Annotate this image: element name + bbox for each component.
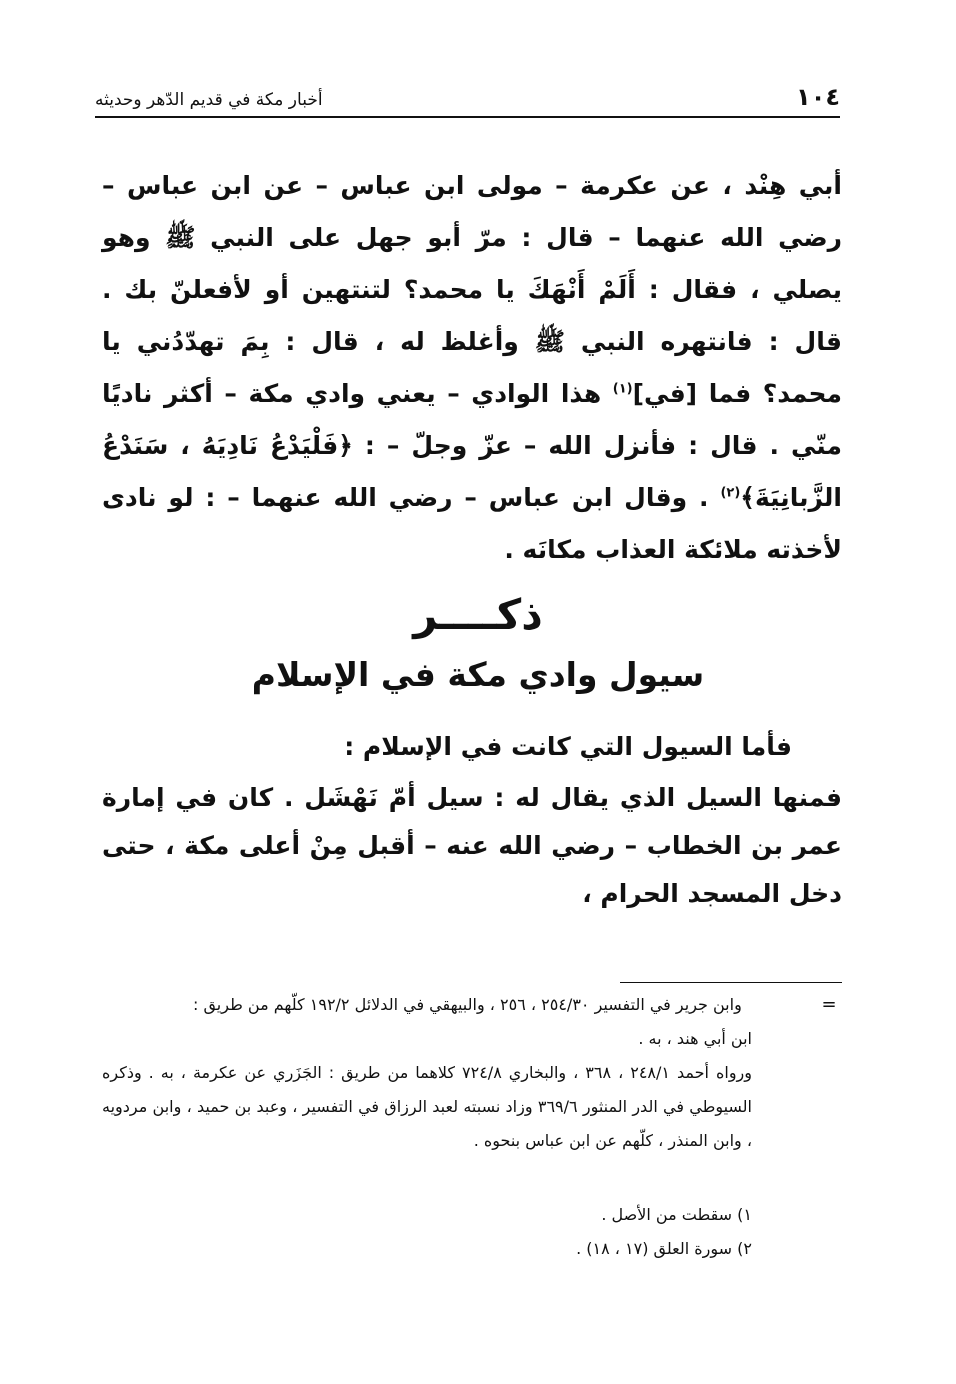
footnote-continued-first-line — [102, 988, 842, 1022]
section-intro: فأما السيول التي كانت في الإسلام : — [344, 732, 792, 761]
footnote-divider — [620, 982, 842, 983]
footnote-continued-block — [102, 988, 842, 1158]
footnote-item: ١) سقطت من الأصل . — [601, 1205, 752, 1224]
footnote-ref-2: (٢) — [720, 485, 741, 501]
paragraph-text-part3: . وقال ابن عباس – رضي الله عنهما – : لو نادى لأخذته ملائكة العذاب مكانَه . — [102, 483, 842, 564]
section-heading — [200, 585, 756, 699]
continuation-mark: = — [821, 994, 837, 1015]
footnote-continued-line1: وابن جرير في التفسير ٢٥٤/٣٠ ، ٢٥٦ ، والبيهقي في الدلائل ١٩٢/٢ كلّهم من طريق : — [192, 995, 742, 1014]
quran-verse: ﴿فَلْيَدْعُ نَادِيَهُ ، سَنَدْعُ الزَّبانِيَةَ﴾ — [102, 431, 842, 512]
footnote-ref-1: (١) — [612, 381, 633, 397]
running-header — [95, 78, 840, 118]
paragraph-text-part1: أبي هِنْد ، عن عكرمة – مولى ابن عباس – عن ابن عباس – رضي الله عنهما – قال : مرّ أبو جهل على النبي ﷺ وهو يصلي ، فقال : أَلَمْ أَنْهَكَ يا محمد؟ لتنتهين أو لأفعلنّ بك . قال : فانتهره النبي ﷺ وأغلظ له ، قال : بِمَ تهدّدُني يا محمد؟ فما — [102, 171, 842, 408]
section-heading-title: سيول وادي مكة في الإسلام — [251, 655, 705, 694]
running-title: أخبار مكة في قديم الدّهر وحديثه — [95, 90, 323, 110]
paragraph-text-part2: هذا الوادي – يعني وادي مكة – أكثر ناديًا منّي . قال : فأنزل الله – عزّ وجلّ – : — [102, 379, 842, 460]
section-paragraph: فمنها السيل الذي يقال له : سيل أمّ نَهْشَل . كان في إمارة عمر بن الخطاب – رضي الله عنه – أقبل مِنْ أعلى مكة ، حتى دخل المسجد الحرام ، — [102, 783, 842, 908]
footnote-continued-para2: ورواه أحمد ٢٤٨/١ ، ٣٦٨ ، والبخاري ٧٢٤/٨ كلاهما من طريق : الجَزَري عن عكرمة ، به . وذكره السيوطي في الدر المنثور ٣٦٩/٦ وزاد نسبته لعبد الرزاق في التفسير ، وعبد بن حميد ، وابن مردويه ، وابن المنذر ، كلّهم عن ابن عباس بنحوه . — [102, 1063, 753, 1150]
footnote-continued-line2: ابن أبي هند ، به . — [638, 1029, 752, 1048]
footnote-item: ٢) سورة العلق (١٧ ، ١٨) . — [576, 1239, 752, 1258]
section-heading-word: ذكــــر — [413, 590, 543, 639]
main-paragraph — [102, 160, 842, 576]
bracket-insertion: [في] — [632, 379, 698, 408]
page-number: ١٠٤ — [796, 83, 840, 111]
footnotes-list — [102, 1198, 842, 1266]
